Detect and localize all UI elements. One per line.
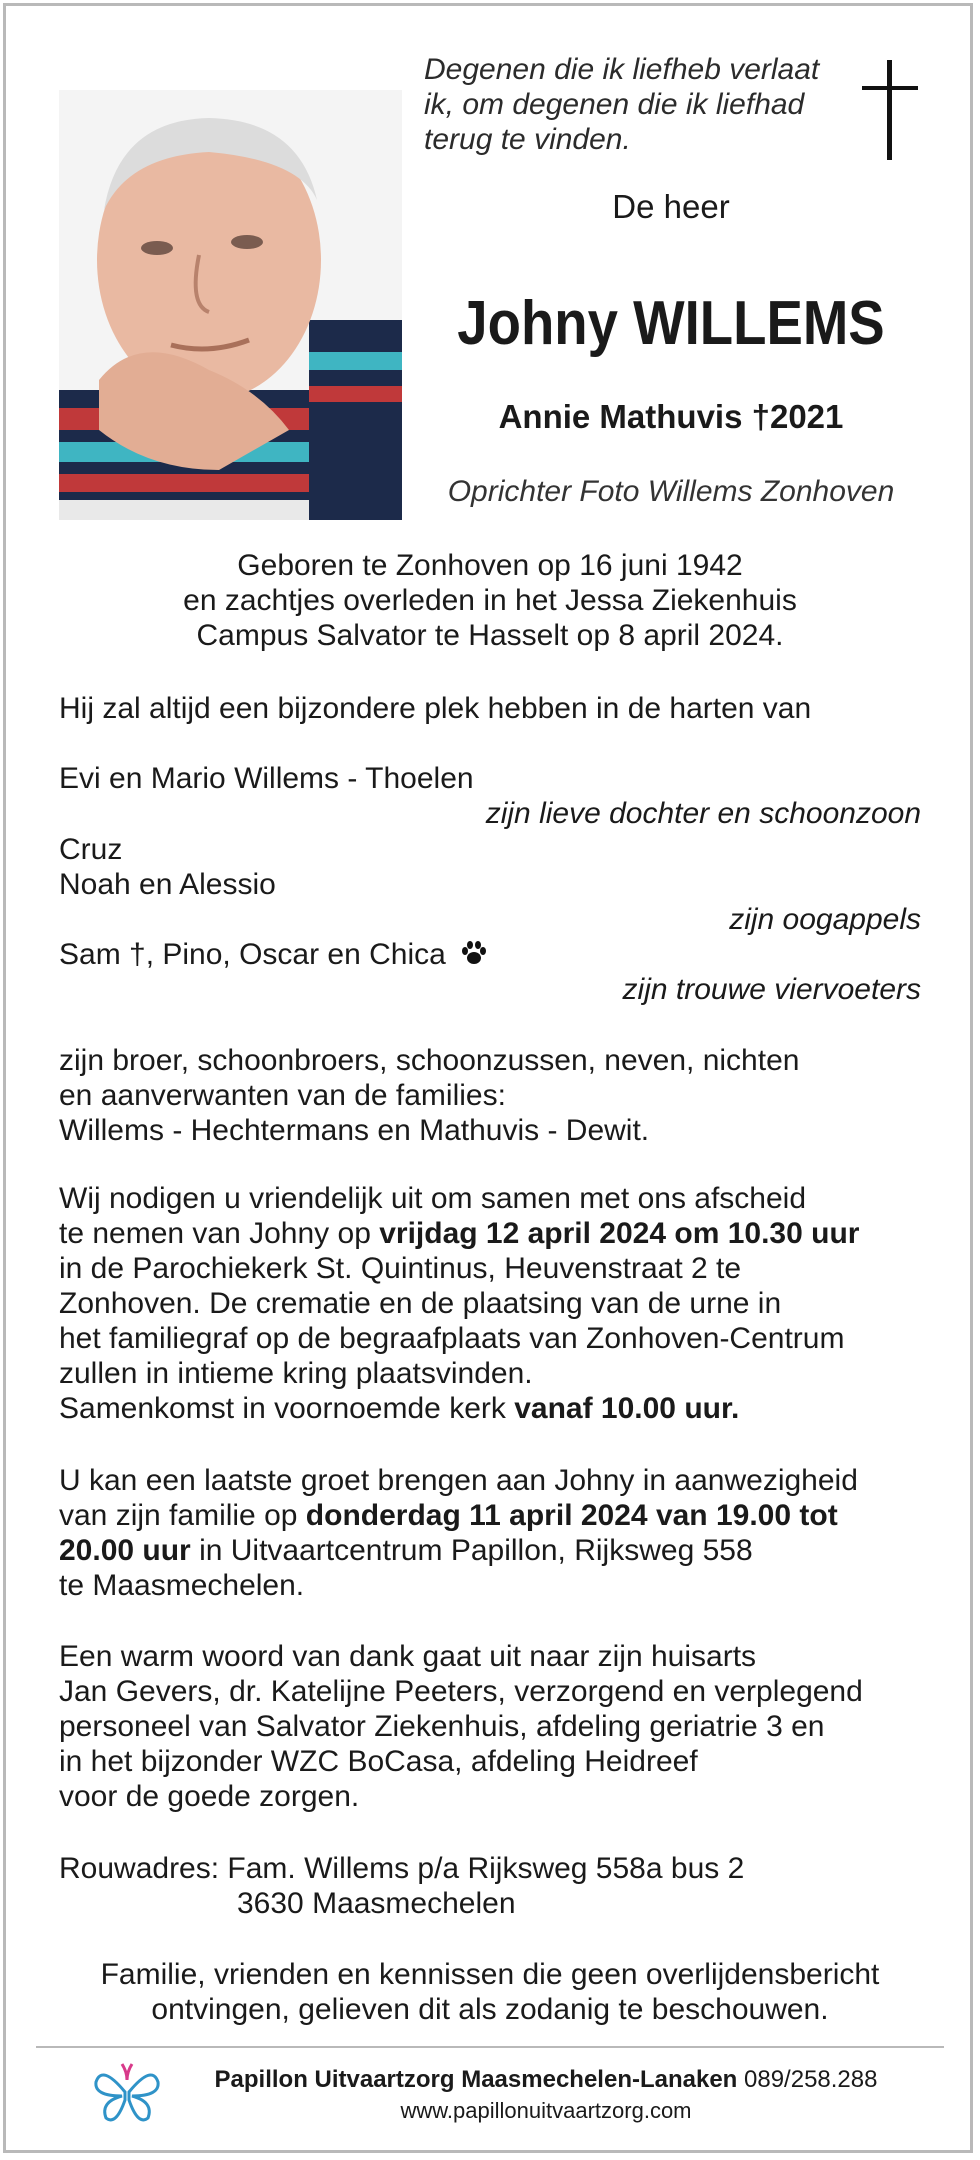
notice-line: ontvingen, gelieven dit als zodanig te beschouwen. [151,1993,829,2026]
grandchild-name: Cruz [59,833,123,866]
birth-death-details [59,548,921,653]
visit-text: in Uitvaartcentrum Papillon, Rijksweg 558 [190,1534,753,1567]
pets-line [59,937,921,972]
birth-line: en zachtjes overleden in het Jessa Ziekenhuis [183,584,797,617]
notice-line: Familie, vrienden en kennissen die geen overlijdensbericht [100,1958,880,1991]
thanks-line: Een warm woord van dank gaat uit naar zijn huisarts [59,1640,757,1673]
mourning-address [59,1851,921,1921]
funeral-home-phone: 089/258.288 [737,2066,878,2093]
birth-line: Geboren te Zonhoven op 16 juni 1942 [237,549,743,582]
thanks-block [59,1639,921,1814]
footer-divider [36,2046,944,2048]
visit-time-end: 20.00 uur [59,1534,191,1567]
heart-line: Hij zal altijd een bijzondere plek hebben in de harten van [59,692,812,725]
invitation-line [59,1391,921,1426]
butterfly-logo-icon [92,2062,162,2126]
memorial-verse [424,52,844,157]
visitation-block [59,1463,921,1603]
funeral-home-name: Papillon Uitvaartzorg Maasmechelen-Lanaken [214,2066,738,2093]
invitation-line: Wij nodigen u vriendelijk uit om samen met ons afscheid [59,1182,807,1215]
address-line: 3630 Maasmechelen [237,1887,516,1920]
invitation-line [59,1216,921,1251]
invitation-line: zullen in intieme kring plaatsvinden. [59,1357,533,1390]
birth-line: Campus Salvator te Hasselt op 8 april 2024. [196,619,784,652]
funeral-home-line [186,2066,906,2094]
daughter-names: Evi en Mario Willems - Thoelen [59,762,474,795]
spouse-line: Annie Mathuvis †2021 [498,398,844,435]
funeral-date: vrijdag 12 april 2024 om 10.30 uur [379,1217,860,1250]
funeral-home-website[interactable]: www.papillonuitvaartzorg.com [400,2098,692,2123]
invitation-text: Samenkomst in voornoemde kerk [59,1392,515,1425]
thanks-line: in het bijzonder WZC BoCasa, afdeling Heidreef [59,1745,698,1778]
relatives-line: Willems - Hechtermans en Mathuvis - Dewit. [59,1114,650,1147]
invitation-line: Zonhoven. De crematie en de plaatsing van de urne in [59,1287,782,1320]
relatives-line: en aanverwanten van de families: [59,1079,506,1112]
cross-icon [862,60,918,160]
verse-line: terug te vinden. [424,123,631,156]
verse-line: ik, om degenen die ik liefhad [424,88,805,121]
visit-line [59,1533,921,1568]
notice-block [59,1957,921,2027]
visit-line: U kan een laatste groet brengen aan Johny in aanwezigheid [59,1464,858,1497]
grandchildren-role: zijn oogappels [729,903,921,936]
thanks-line: personeel van Salvator Ziekenhuis, afdeling geriatrie 3 en [59,1710,825,1743]
relatives-line: zijn broer, schoonbroers, schoonzussen, neven, nichten [59,1044,800,1077]
thanks-line: voor de goede zorgen. [59,1780,360,1813]
visit-date: donderdag 11 april 2024 van 19.00 tot [305,1499,838,1532]
visit-text: van zijn familie op [59,1499,306,1532]
portrait-photo [59,90,402,520]
paw-print-icon [460,940,488,966]
salutation: De heer [612,188,730,225]
thanks-line: Jan Gevers, dr. Katelijne Peeters, verzorgend en verplegend [59,1675,863,1708]
funeral-invitation [59,1181,921,1426]
relatives-block [59,1043,921,1148]
invitation-line: het familiegraf op de begraafplaats van Zonhoven-Centrum [59,1322,845,1355]
visit-line: te Maasmechelen. [59,1569,305,1602]
pets-names: Sam †, Pino, Oscar en Chica [59,938,446,971]
daughter-role: zijn lieve dochter en schoonzoon [485,797,921,830]
invitation-text: te nemen van Johny op [59,1217,380,1250]
gathering-time: vanaf 10.00 uur. [514,1392,740,1425]
visit-line [59,1498,921,1533]
deceased-name: Johny WILLEMS [457,289,885,358]
grandchild-names: Noah en Alessio [59,868,276,901]
pets-role: zijn trouwe viervoeters [622,973,921,1006]
verse-line: Degenen die ik liefheb verlaat [424,53,820,86]
address-line: Rouwadres: Fam. Willems p/a Rijksweg 558a bus 2 [59,1852,745,1885]
occupation-line: Oprichter Foto Willems Zonhoven [447,475,895,508]
invitation-line: in de Parochiekerk St. Quintinus, Heuvenstraat 2 te [59,1252,742,1285]
